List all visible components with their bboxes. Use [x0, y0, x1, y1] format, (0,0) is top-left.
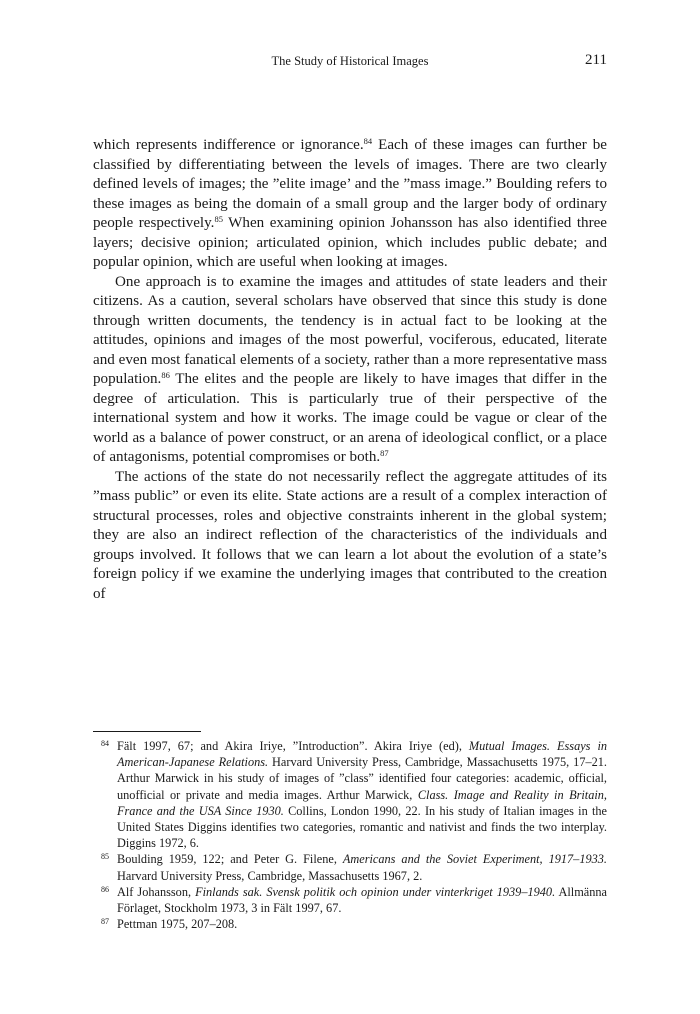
footnote-ref: 86 [161, 370, 170, 380]
paragraph [93, 468, 607, 605]
text-run: Pettman 1975, 207–208. [117, 917, 238, 932]
text-run: The elites and the people are likely to have images that differ in the degree of articulation. This is particularly true of their perspective of the international system and how it works. The image could be vague or clear of the world as a balance of power construct, or an arena of ideological conflict, or a place of antagonisms, potential compromises or both. [93, 371, 607, 465]
text-run: Fält 1997, 67; and Akira Iriye, ”Introduction”. Akira Iriye (ed), [117, 739, 469, 753]
text-run: Harvard University Press, Cambridge, Massachusetts 1967, 2. [117, 868, 423, 883]
footnote-ref: 87 [380, 448, 389, 458]
text-run: Alf Johansson, [117, 884, 196, 899]
italic-title: Mutual Images. Essays in American-Japanese Relations. [117, 739, 608, 770]
text-run: Allmänna Förlaget, Stockholm 1973, 3 in Fält 1997, 67. [117, 884, 607, 916]
text-run: Each of these images can further be classified by differentiating between the levels of images. There are two clearly defined levels of images; the ”elite image’ and the ”mass image.” Boulding refers to these images as being the domain of a small group and the larger body of ordinary people respectively. [93, 137, 607, 231]
footnote [93, 916, 607, 932]
text-run: Harvard University Press, Cambridge, Massachusetts 1975, 17–21. Arthur Marwick in his study of images of ”class” identified four categories: academic, official, unofficial or private and media images. Arthur Marwick, [117, 755, 607, 802]
text-run: When examining opinion Johansson has also identified three layers; decisive opinion; articulated opinion, which includes public debate; and popular opinion, which are useful when looking at images. [93, 215, 608, 270]
footnote-divider [93, 731, 201, 732]
text-run: which represents indifference or ignorance. [93, 137, 364, 153]
footnote-ref: 85 [214, 214, 223, 224]
footnote-number: 86 [101, 884, 109, 894]
page-number: 211 [585, 52, 607, 68]
italic-title: Finlands sak. Svensk politik och opinion under vinterkriget 1939–1940. [195, 884, 556, 899]
footnote [93, 884, 607, 916]
footnote-number: 84 [101, 739, 109, 748]
italic-title: Class. Image and Reality in Britain, France and the USA Since 1930. [117, 787, 607, 818]
paragraph [93, 273, 607, 468]
text-run: Collins, London 1990, 22. In his study of Italian images in the United States Diggins identifies two categories, romantic and nativist and finds the two interplay. Diggins 1972, 6. [117, 803, 607, 851]
italic-title: Americans and the Soviet Experiment, 1917–1933. [342, 852, 607, 867]
footnote-number: 85 [101, 852, 109, 862]
footnote-number: 87 [101, 917, 109, 927]
text-run: One approach is to examine the images and attitudes of state leaders and their citizens. As a caution, several scholars have observed that since this study is done through written documents, the tendency is in actual fact to be looking at the attitudes, opinions and images of the most powerful, vociferous, educated, literate and even most fanatical elements of a society, rather than a more representative mass population. [93, 273, 607, 387]
body-text [93, 136, 607, 604]
footnote-ref: 84 [363, 136, 373, 146]
running-title: The Study of Historical Images [271, 54, 429, 68]
paragraph [93, 136, 607, 273]
footnote [93, 851, 607, 883]
text-run: The actions of the state do not necessarily reflect the aggregate attitudes of its ”mass public” or even its elite. State actions are a result of a complex interaction of structural processes, roles and objective constraints inherent in the global system; they are also an indirect reflection of the characteristics of the individuals and groups involved. It follows that we can learn a lot about the evolution of a state’s foreign policy if we examine the underlying images that contributed to the creation of [93, 468, 607, 602]
text-run: Boulding 1959, 122; and Peter G. Filene, [117, 852, 343, 867]
footnote [93, 738, 607, 851]
footnotes [93, 738, 607, 932]
